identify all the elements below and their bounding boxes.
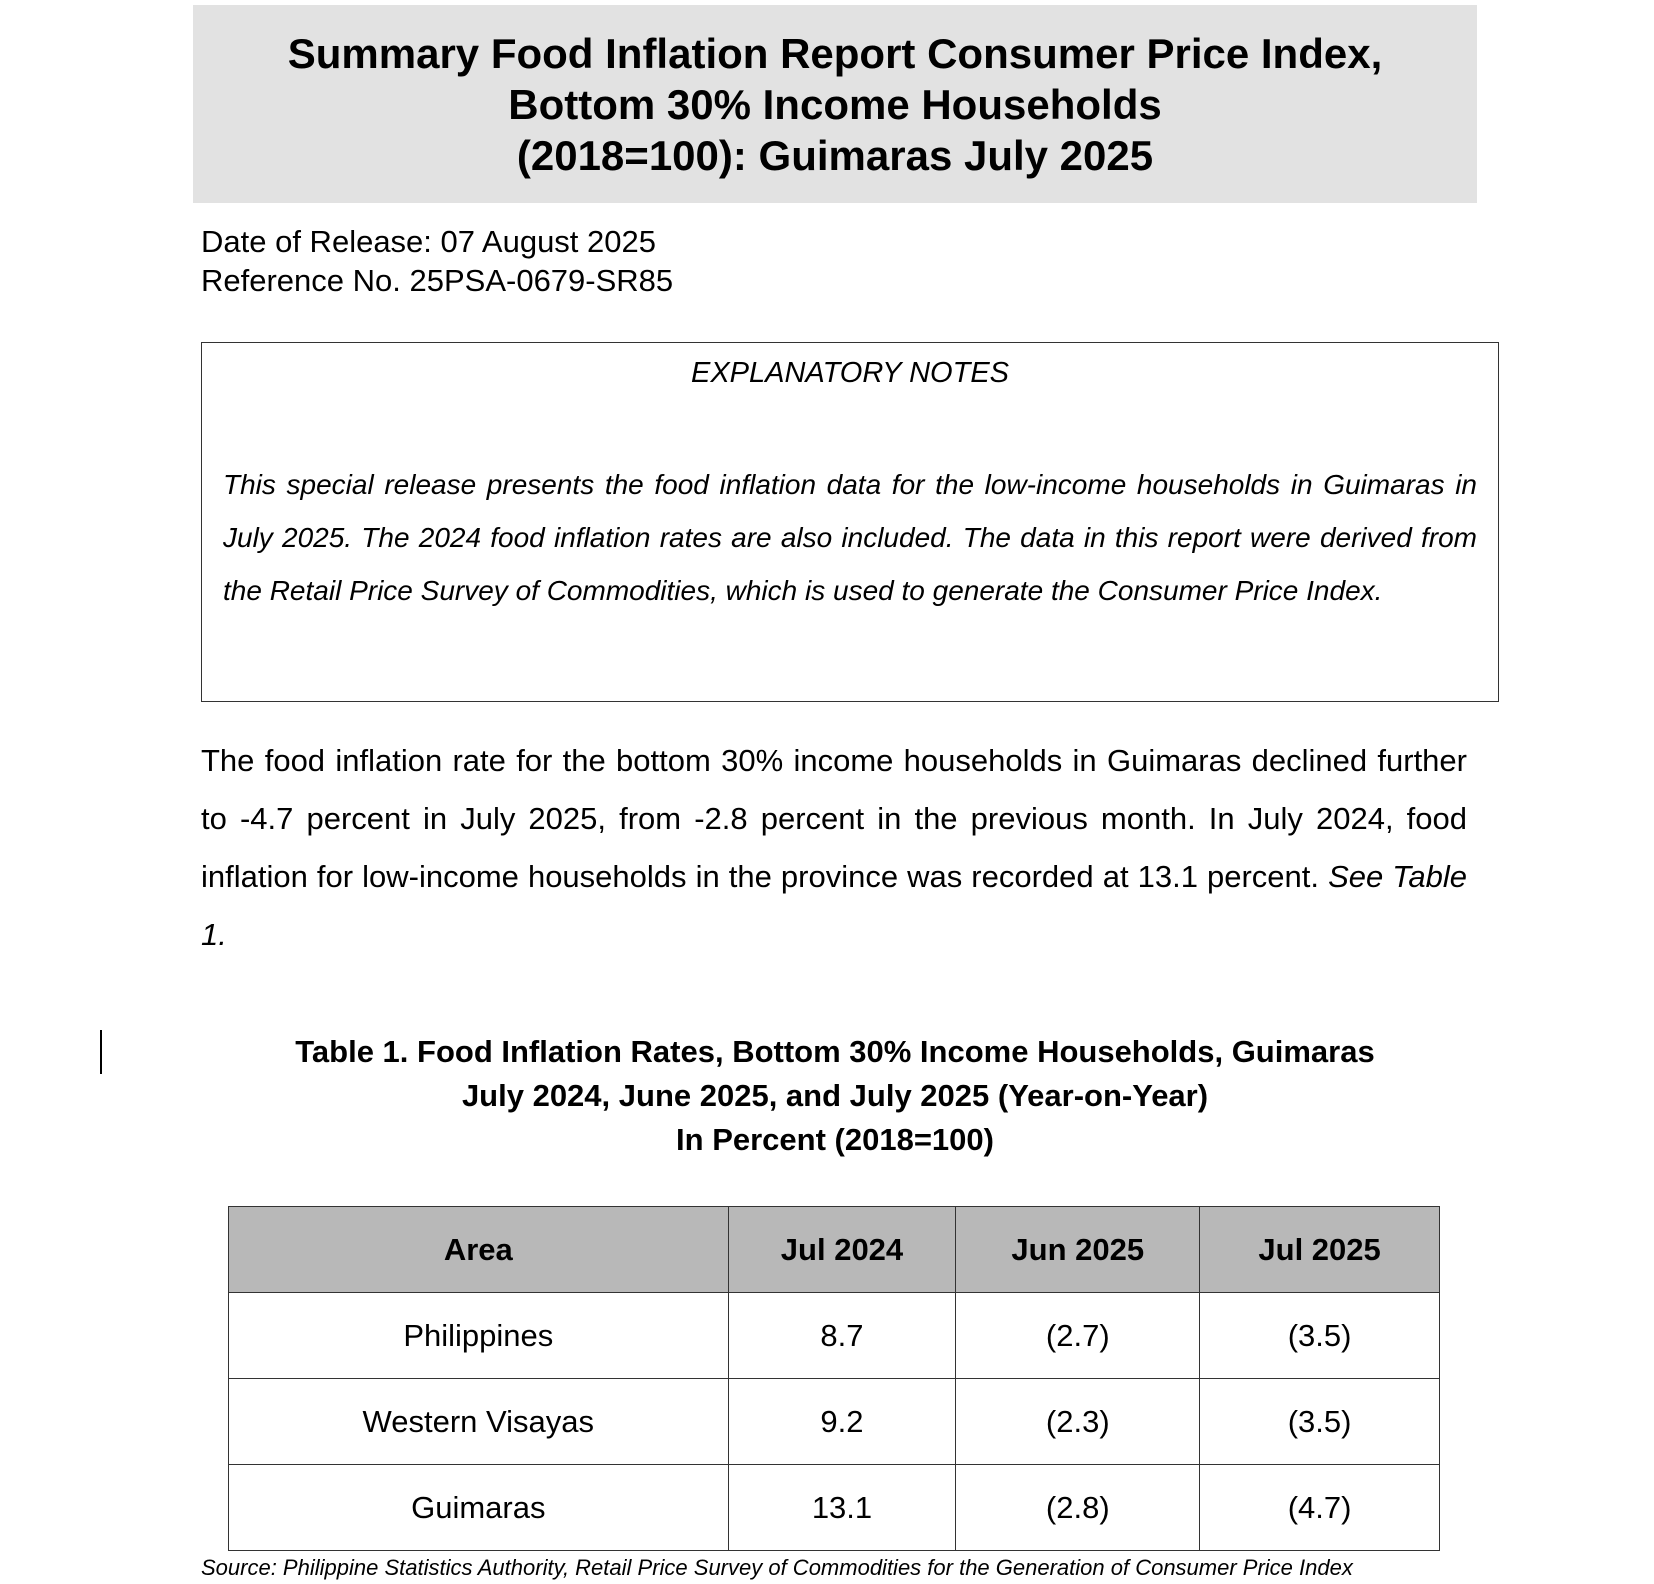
cell-jul-2024: 13.1 bbox=[728, 1465, 956, 1551]
food-inflation-table bbox=[228, 1206, 1440, 1551]
table-caption-line-2: July 2024, June 2025, and July 2025 (Year-on-Year) bbox=[461, 1078, 1209, 1113]
cell-area: Western Visayas bbox=[229, 1379, 729, 1465]
report-title-banner bbox=[193, 5, 1477, 203]
header-jul-2025: Jul 2025 bbox=[1200, 1207, 1440, 1293]
cell-jun-2025: (2.3) bbox=[956, 1379, 1200, 1465]
report-title-line-3: (2018=100): Guimaras July 2025 bbox=[516, 131, 1154, 179]
table-row bbox=[229, 1465, 1440, 1551]
cell-jun-2025: (2.8) bbox=[956, 1465, 1200, 1551]
release-meta bbox=[201, 222, 673, 300]
summary-paragraph bbox=[201, 732, 1467, 964]
table-row bbox=[229, 1379, 1440, 1465]
header-area: Area bbox=[229, 1207, 729, 1293]
table-row bbox=[229, 1293, 1440, 1379]
table-header-row bbox=[229, 1207, 1440, 1293]
header-jun-2025: Jun 2025 bbox=[956, 1207, 1200, 1293]
header-jul-2024: Jul 2024 bbox=[728, 1207, 956, 1293]
source-note: Source: Philippine Statistics Authority, Retail Price Survey of Commodities for the Generation of Consumer Price Index bbox=[201, 1555, 1353, 1580]
table-caption bbox=[193, 1030, 1477, 1162]
table-caption-line-3: In Percent (2018=100) bbox=[676, 1122, 994, 1157]
table-reference: See Table 1. bbox=[201, 859, 1467, 952]
table-caption-line-1: Table 1. Food Inflation Rates, Bottom 30% Income Households, Guimaras bbox=[295, 1034, 1375, 1069]
cell-jul-2025: (4.7) bbox=[1200, 1465, 1440, 1551]
cell-jul-2025: (3.5) bbox=[1200, 1293, 1440, 1379]
report-title-line-2: Bottom 30% Income Households bbox=[508, 80, 1162, 128]
text-cursor bbox=[100, 1030, 102, 1074]
cell-jul-2024: 8.7 bbox=[728, 1293, 956, 1379]
cell-jun-2025: (2.7) bbox=[956, 1293, 1200, 1379]
cell-jul-2025: (3.5) bbox=[1200, 1379, 1440, 1465]
cell-area: Guimaras bbox=[229, 1465, 729, 1551]
release-date: Date of Release: 07 August 2025 bbox=[201, 224, 656, 259]
cell-area: Philippines bbox=[229, 1293, 729, 1379]
reference-number: Reference No. 25PSA-0679-SR85 bbox=[201, 263, 674, 298]
summary-text: The food inflation rate for the bottom 30% income households in Guimaras declined further to -4.7 percent in July 2025, from -2.8 percent in the previous month. In July 2024, food inflation for low-income households in the province was recorded at 13.1 percent. bbox=[201, 743, 1467, 894]
explanatory-notes-heading: EXPLANATORY NOTES bbox=[690, 357, 1010, 389]
cell-jul-2024: 9.2 bbox=[728, 1379, 956, 1465]
report-title-line-1: Summary Food Inflation Report Consumer Price Index, bbox=[287, 29, 1383, 77]
explanatory-notes-text: This special release presents the food inflation data for the low-income households in Guimaras in July 2025. The 2024 food inflation rates are also included. The data in this report were derived from the Retail Price Survey of Commodities, which is used to generate the Consumer Price Index. bbox=[223, 469, 1477, 606]
explanatory-notes-box bbox=[201, 342, 1499, 702]
